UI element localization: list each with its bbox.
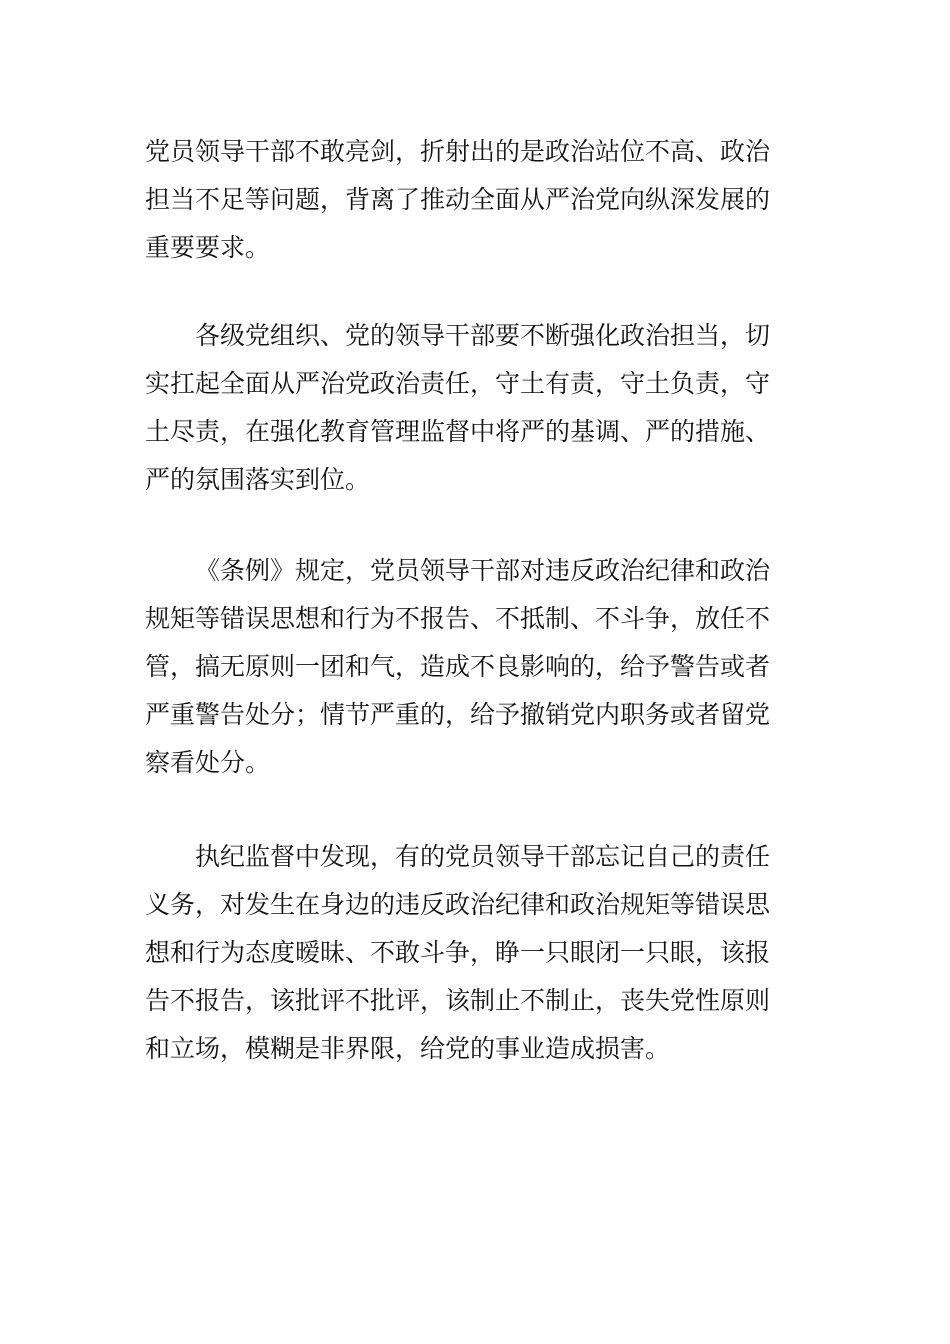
- paragraph-line: 党员领导干部不敢亮剑，折射出的是政治站位不高、政治: [145, 137, 771, 166]
- paragraph-line: 告不报告，该批评不批评，该制止不制止，丧失党性原则: [145, 986, 771, 1015]
- paragraph-line: 担当不足等问题，背离了推动全面从严治党向纵深发展的: [145, 185, 771, 214]
- paragraph-line: 义务，对发生在身边的违反政治纪律和政治规矩等错误思: [145, 890, 771, 919]
- paragraph-2: [145, 312, 795, 504]
- paragraph-line: 严重警告处分；情节严重的，给予撤销党内职务或者留党: [145, 700, 771, 729]
- paragraph-line: 想和行为态度暧昧、不敢斗争，睁一只眼闭一只眼，该报: [145, 938, 771, 967]
- paragraph-line: 土尽责，在强化教育管理监督中将严的基调、严的措施、: [145, 417, 771, 446]
- paragraph-line: 重要要求。: [145, 233, 271, 262]
- paragraph-4: [145, 833, 795, 1073]
- paragraph-line: 察看处分。: [145, 748, 271, 777]
- paragraph-line: 实扛起全面从严治党政治责任，守土有责，守土负责，守: [145, 369, 771, 398]
- paragraph-line: 和立场，模糊是非界限，给党的事业造成损害。: [145, 1034, 671, 1063]
- paragraph-line: 严的氛围落实到位。: [145, 465, 371, 494]
- paragraph-line: 规矩等错误思想和行为不报告、不抵制、不斗争，放任不: [145, 604, 771, 633]
- paragraph-line: 管，搞无原则一团和气，造成不良影响的，给予警告或者: [145, 652, 771, 681]
- paragraph-3: [145, 547, 795, 787]
- paragraph-1: [145, 128, 795, 272]
- paragraph-line: 《条例》规定，党员领导干部对违反政治纪律和政治: [195, 556, 771, 585]
- paragraph-line: 执纪监督中发现，有的党员领导干部忘记自己的责任: [195, 842, 771, 871]
- paragraph-line: 各级党组织、党的领导干部要不断强化政治担当，切: [195, 321, 771, 350]
